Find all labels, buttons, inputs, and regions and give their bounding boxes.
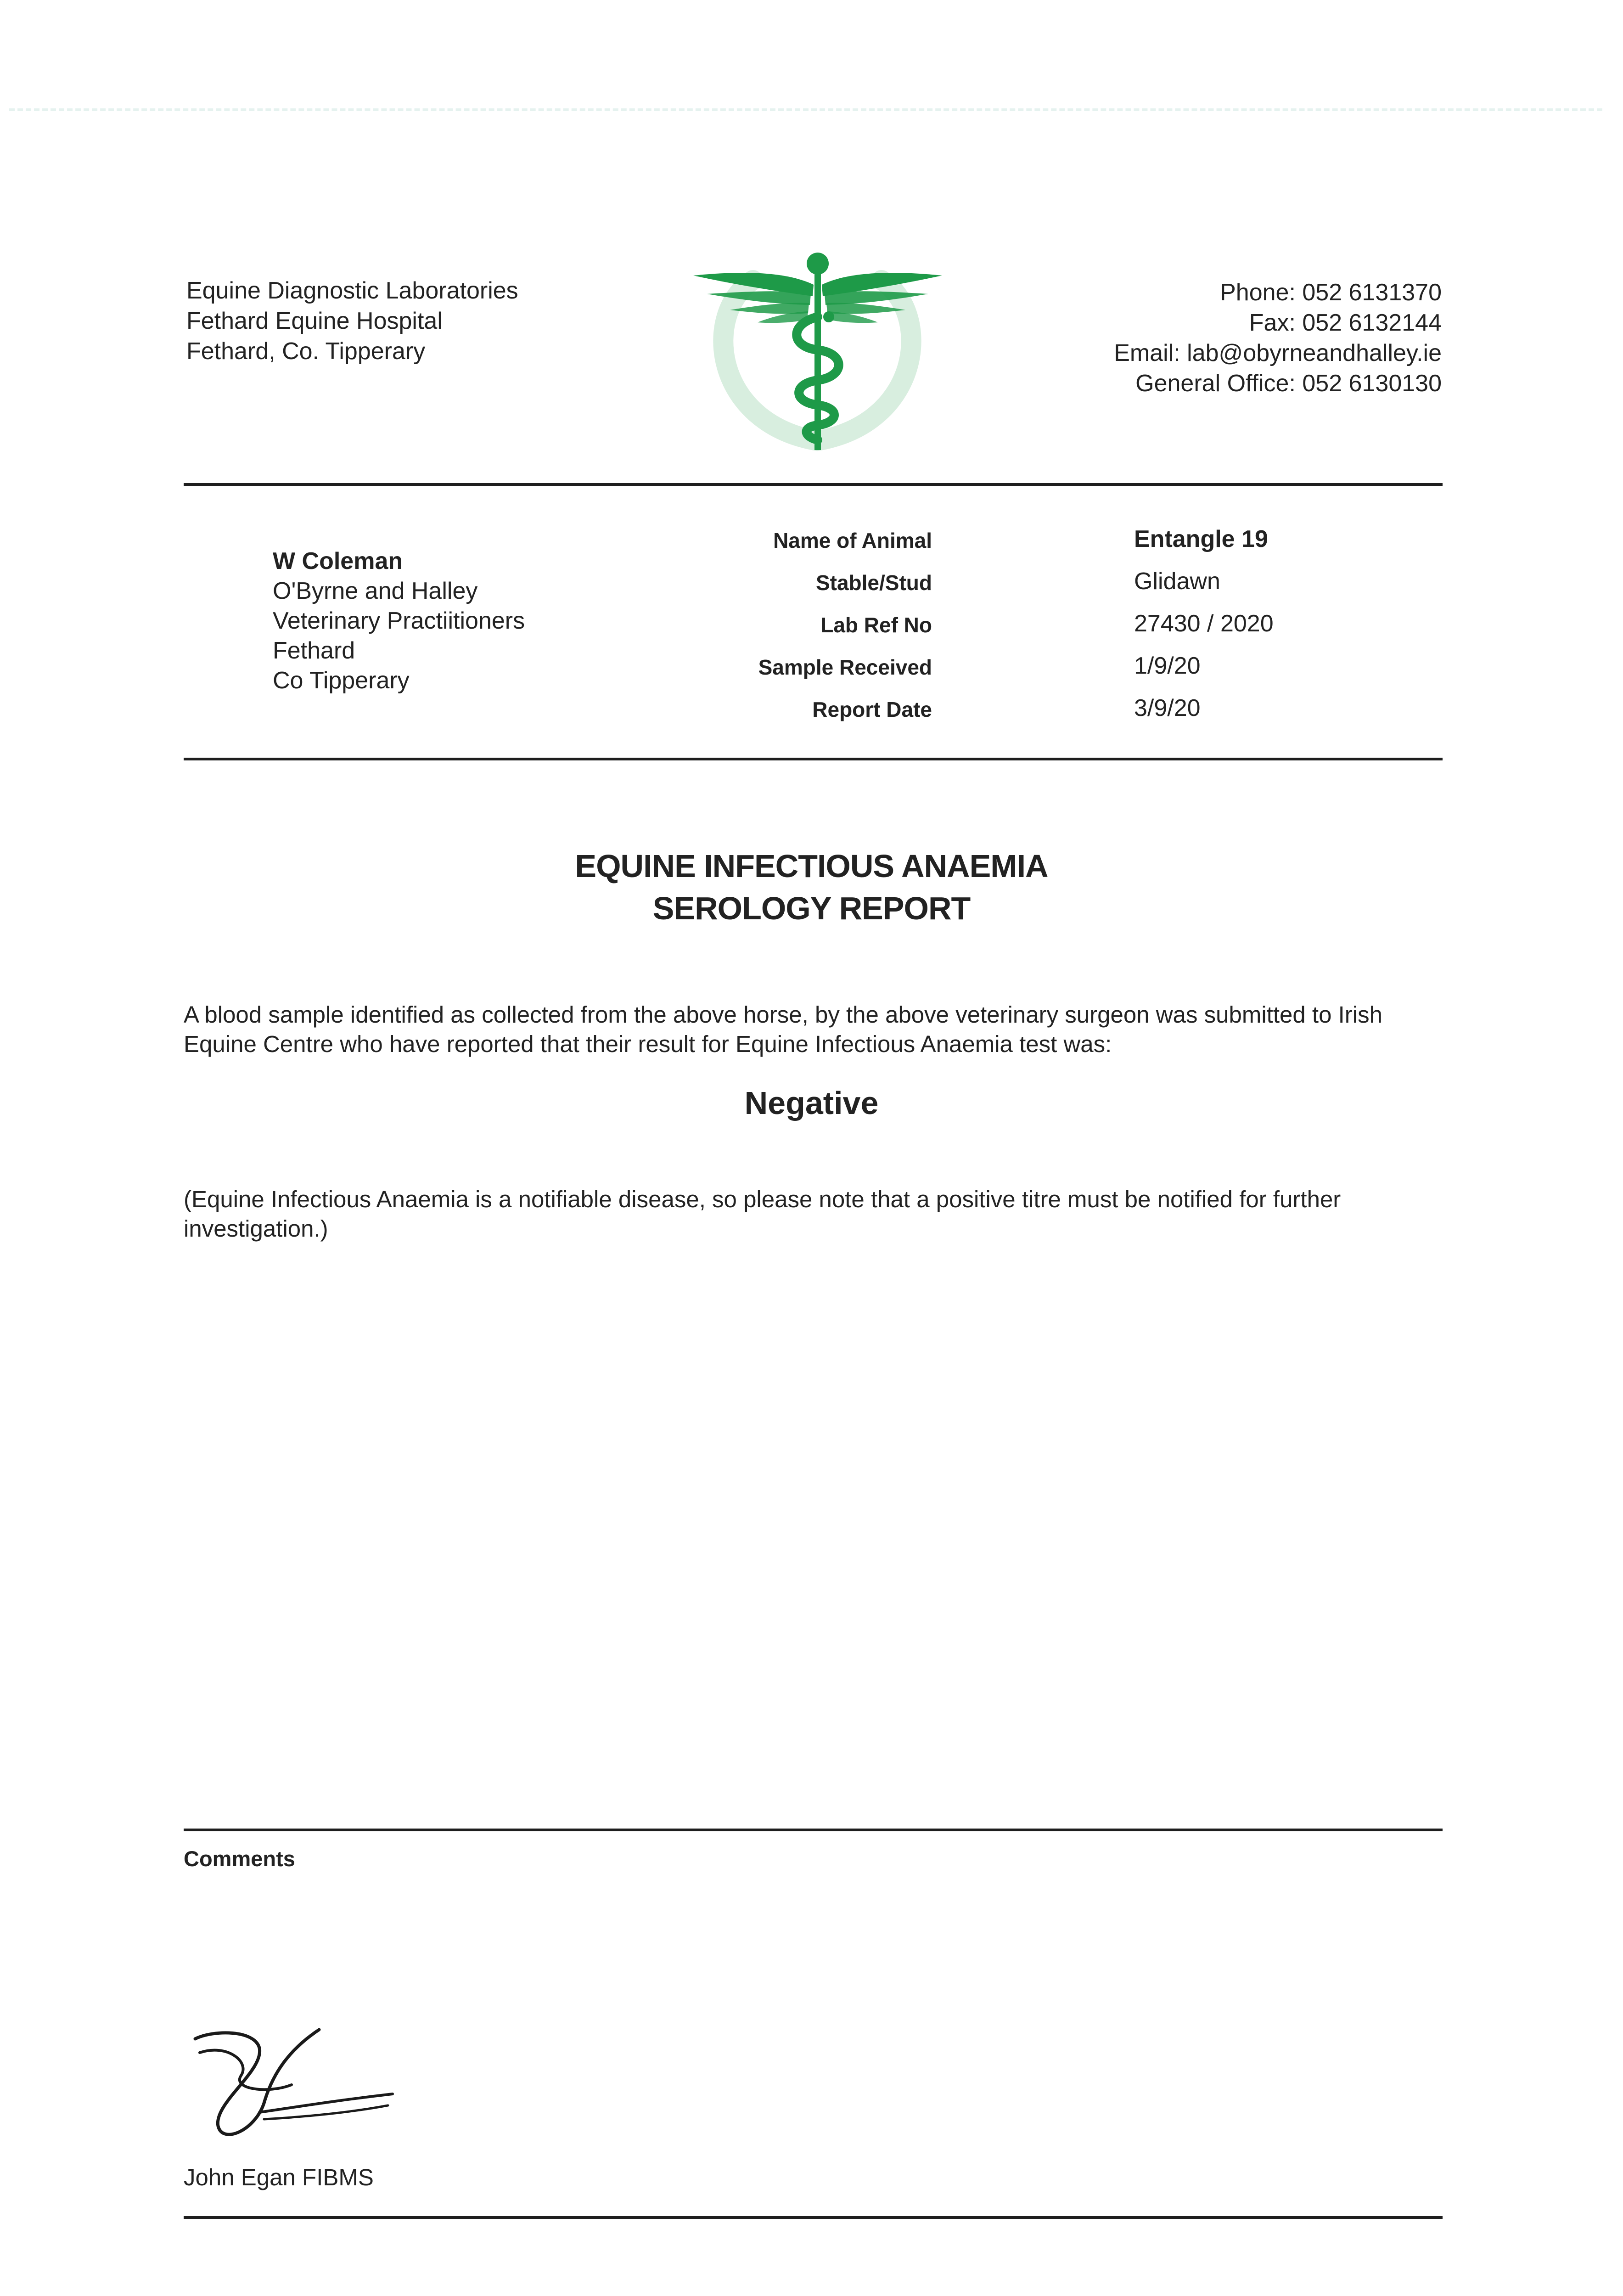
recipient-line: Fethard: [273, 637, 355, 664]
details-divider: [184, 758, 1443, 760]
detail-value: Entangle 19: [1134, 526, 1268, 552]
recipient-line: O'Byrne and Halley: [273, 578, 478, 604]
recipient-line: Veterinary Practiitioners: [273, 608, 525, 634]
report-intro: A blood sample identified as collected from the above horse, by the above veterinary surgeon was submitted to Irish Equine Centre who have reported that their result for Equine Infectious Anaemia test was:: [184, 1002, 1382, 1057]
detail-row-received: [689, 651, 1423, 693]
detail-row-labref: [689, 609, 1423, 651]
caduceus-horseshoe-icon: [684, 248, 950, 459]
lab-address-line: Fethard Equine Hospital: [186, 308, 443, 334]
lab-address: [186, 276, 518, 366]
general-office-text: General Office: 052 6130130: [1135, 370, 1442, 397]
detail-row-animal: [689, 524, 1423, 567]
report-title-line2: SEROLOGY REPORT: [652, 890, 971, 926]
phone-text: Phone: 052 6131370: [1220, 279, 1442, 306]
comments-label: Comments: [184, 1846, 295, 1871]
fax-text: Fax: 052 6132144: [1249, 310, 1442, 336]
report-title-line1: EQUINE INFECTIOUS ANAEMIA: [575, 848, 1048, 884]
lab-address-line: Fethard, Co. Tipperary: [186, 338, 426, 365]
lab-address-line: Equine Diagnostic Laboratories: [186, 277, 518, 304]
detail-value: 27430 / 2020: [1134, 610, 1274, 637]
detail-value: Glidawn: [1134, 568, 1220, 595]
report-note: (Equine Infectious Anaemia is a notifiable disease, so please note that a positive titre must be notified for further investigation.): [184, 1186, 1341, 1242]
signatory-name: John Egan FIBMS: [184, 2164, 374, 2190]
recipient-address: [273, 546, 525, 696]
detail-label: Stable/Stud: [815, 571, 932, 595]
footer-divider: [184, 2216, 1443, 2219]
header-divider: [184, 483, 1443, 486]
detail-value: 3/9/20: [1134, 695, 1201, 721]
email-text: Email: lab@obyrneandhalley.ie: [1114, 340, 1442, 366]
handwritten-signature-icon: [186, 2020, 402, 2144]
detail-label: Sample Received: [758, 655, 932, 679]
detail-label: Report Date: [812, 698, 932, 721]
recipient-line: Co Tipperary: [273, 667, 410, 694]
comments-divider: [184, 1829, 1443, 1831]
detail-row-stable: [689, 567, 1423, 609]
detail-row-report-date: [689, 693, 1423, 736]
test-result: Negative: [744, 1085, 879, 1121]
detail-label: Name of Animal: [773, 529, 932, 552]
lab-contact: [937, 277, 1442, 399]
scan-artifact-line: [9, 108, 1602, 111]
detail-label: Lab Ref No: [820, 613, 932, 637]
recipient-name: W Coleman: [273, 548, 403, 574]
detail-value: 1/9/20: [1134, 653, 1201, 679]
